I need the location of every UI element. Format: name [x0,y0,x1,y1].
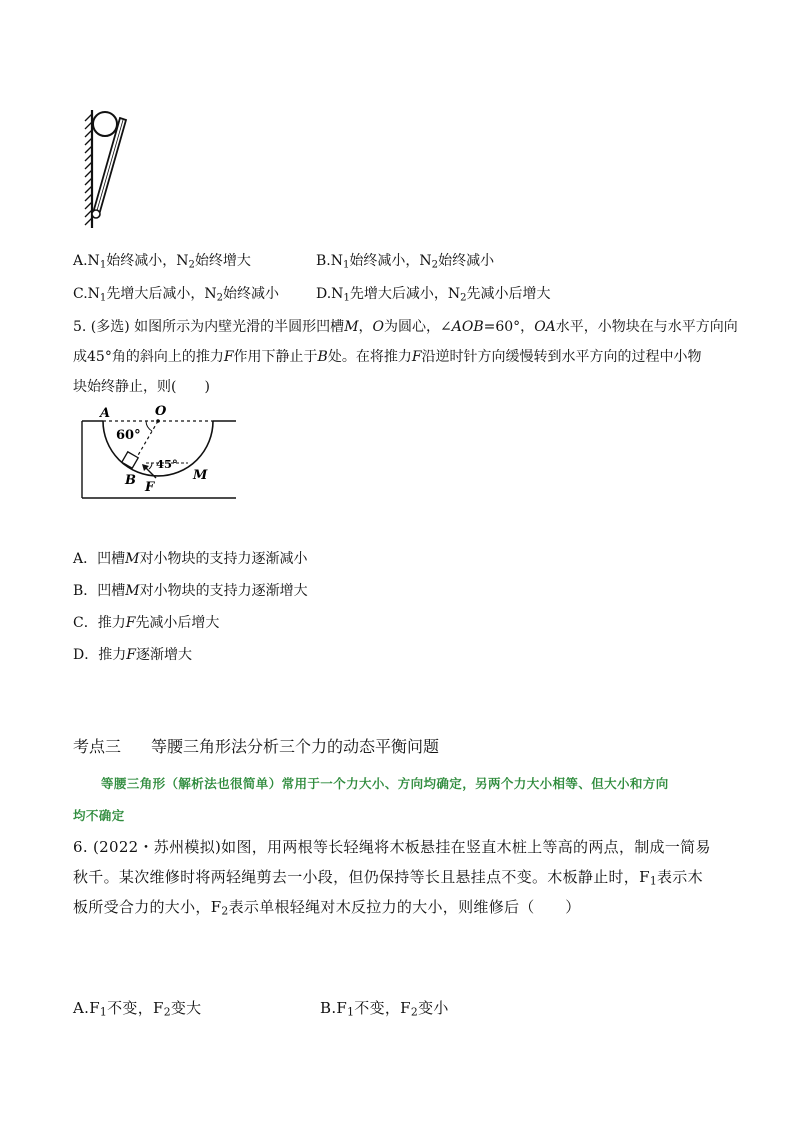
method-tip-line-2: 均不确定 [73,808,125,823]
option-text: C.N [73,286,100,302]
label-b: B [125,473,136,488]
subscript: 2 [460,292,467,304]
q4-figure [82,104,142,234]
q6-option-a[interactable] [73,997,201,1018]
option-text: 始终减小，N [106,253,189,269]
subscript: 2 [410,1005,419,1019]
label-angle-45: 45° [156,457,178,471]
label-angle-60: 60° [116,428,141,443]
option-text: 不变，F [107,999,164,1017]
label-m: M [193,468,208,483]
q5-stem-line-1: 5. (多选) 如图所示为内壁光滑的半圆形凹槽M，O为圆心，∠AOB=60°，OA水平，小物块在与水平方向向 [73,319,738,335]
method-tip-line-1: 等腰三角形（解析法也很简单）常用于一个力大小、方向均确定，另两个力大小相等、但大小和方向 [101,776,669,791]
option-var: M [125,551,140,567]
option-text: B．凹槽 [73,583,126,599]
subscript: 2 [163,1005,171,1019]
option-text: 始终增大 [194,253,251,269]
q4-option-c[interactable] [73,283,279,303]
option-text: C．推力 [73,615,126,631]
option-text: 先减小后增大 [466,286,551,302]
subscript: 1 [99,259,107,271]
section-heading [73,734,439,757]
option-var: M [125,583,140,599]
option-var: F [125,615,136,631]
q5-stem-line-3: 块始终静止，则( ) [73,379,210,395]
label-a: A [100,406,111,421]
q6-stem-line-3: 板所受合力的大小，$F_2$表示单根轻绳对木反拉力的大小，则维修后（ ） [73,898,581,918]
subscript: 1 [343,259,350,271]
option-text: A.F [73,999,100,1017]
subscript: 2 [188,259,195,271]
angle-45-arc [149,463,152,469]
q5-option-b[interactable] [73,580,308,600]
q5-option-d[interactable] [73,644,192,664]
option-var: F [126,647,136,663]
option-text: 逐渐增大 [135,647,192,663]
option-text: 先减小后增大 [135,615,220,631]
q6-stem-line-2: 秋千。某次维修时将两轻绳剪去一小段，但仍保持等长且悬挂点不变。木板静止时，$F_1$表示木 [73,868,703,888]
option-text: 变大 [170,999,202,1017]
label-f: F [145,480,155,495]
option-text: 不变，F [354,999,411,1017]
option-text: A.N [73,253,100,269]
subscript: 1 [343,292,350,304]
label-o: O [155,404,167,419]
option-text: B.N [316,253,343,269]
subscript: 1 [99,292,107,304]
subscript: 2 [216,292,224,304]
angle-60-arc [146,421,152,431]
q5-option-a[interactable] [73,548,307,568]
q4-option-b[interactable] [316,250,494,270]
subscript: 1 [99,1005,108,1019]
option-text: D．推力 [73,647,127,663]
ball [93,112,117,136]
q4-option-a[interactable] [73,250,251,270]
q5-figure [80,402,242,502]
option-text: 始终减小，N [349,253,432,269]
option-text: 对小物块的支持力逐渐增大 [139,583,308,599]
q6-stem-line-1: 6. (2022・苏州模拟)如图，用两根等长轻绳将木板悬挂在竖直木桩上等高的两点，制成一简易 [73,838,711,856]
option-text: 始终减小 [438,253,495,269]
q5-stem-line-2: 成45°角的斜向上的推力F作用下静止于B处。在将推力F沿逆时针方向缓慢转到水平方向的过程中小物 [73,349,702,365]
subscript: 2 [431,259,439,271]
option-text: 始终减小 [223,286,280,302]
center-o-dot [156,419,160,423]
section-title: 等腰三角形法分析三个力的动态平衡问题 [151,737,440,756]
section-label: 考点三 [73,737,122,756]
q5-option-c[interactable] [73,612,219,632]
small-block [122,452,138,468]
option-text: 先增大后减小，N [349,286,461,302]
subscript: 1 [347,1005,355,1019]
option-text: 变小 [418,999,449,1017]
option-text: D.N [316,286,344,302]
option-text: A．凹槽 [73,551,126,567]
option-text: 对小物块的支持力逐渐减小 [139,551,308,567]
option-text: 先增大后减小，N [106,286,217,302]
q4-option-d[interactable] [316,283,551,303]
q6-option-b[interactable] [320,997,449,1018]
hinge [92,210,100,218]
option-text: B.F [320,999,348,1017]
